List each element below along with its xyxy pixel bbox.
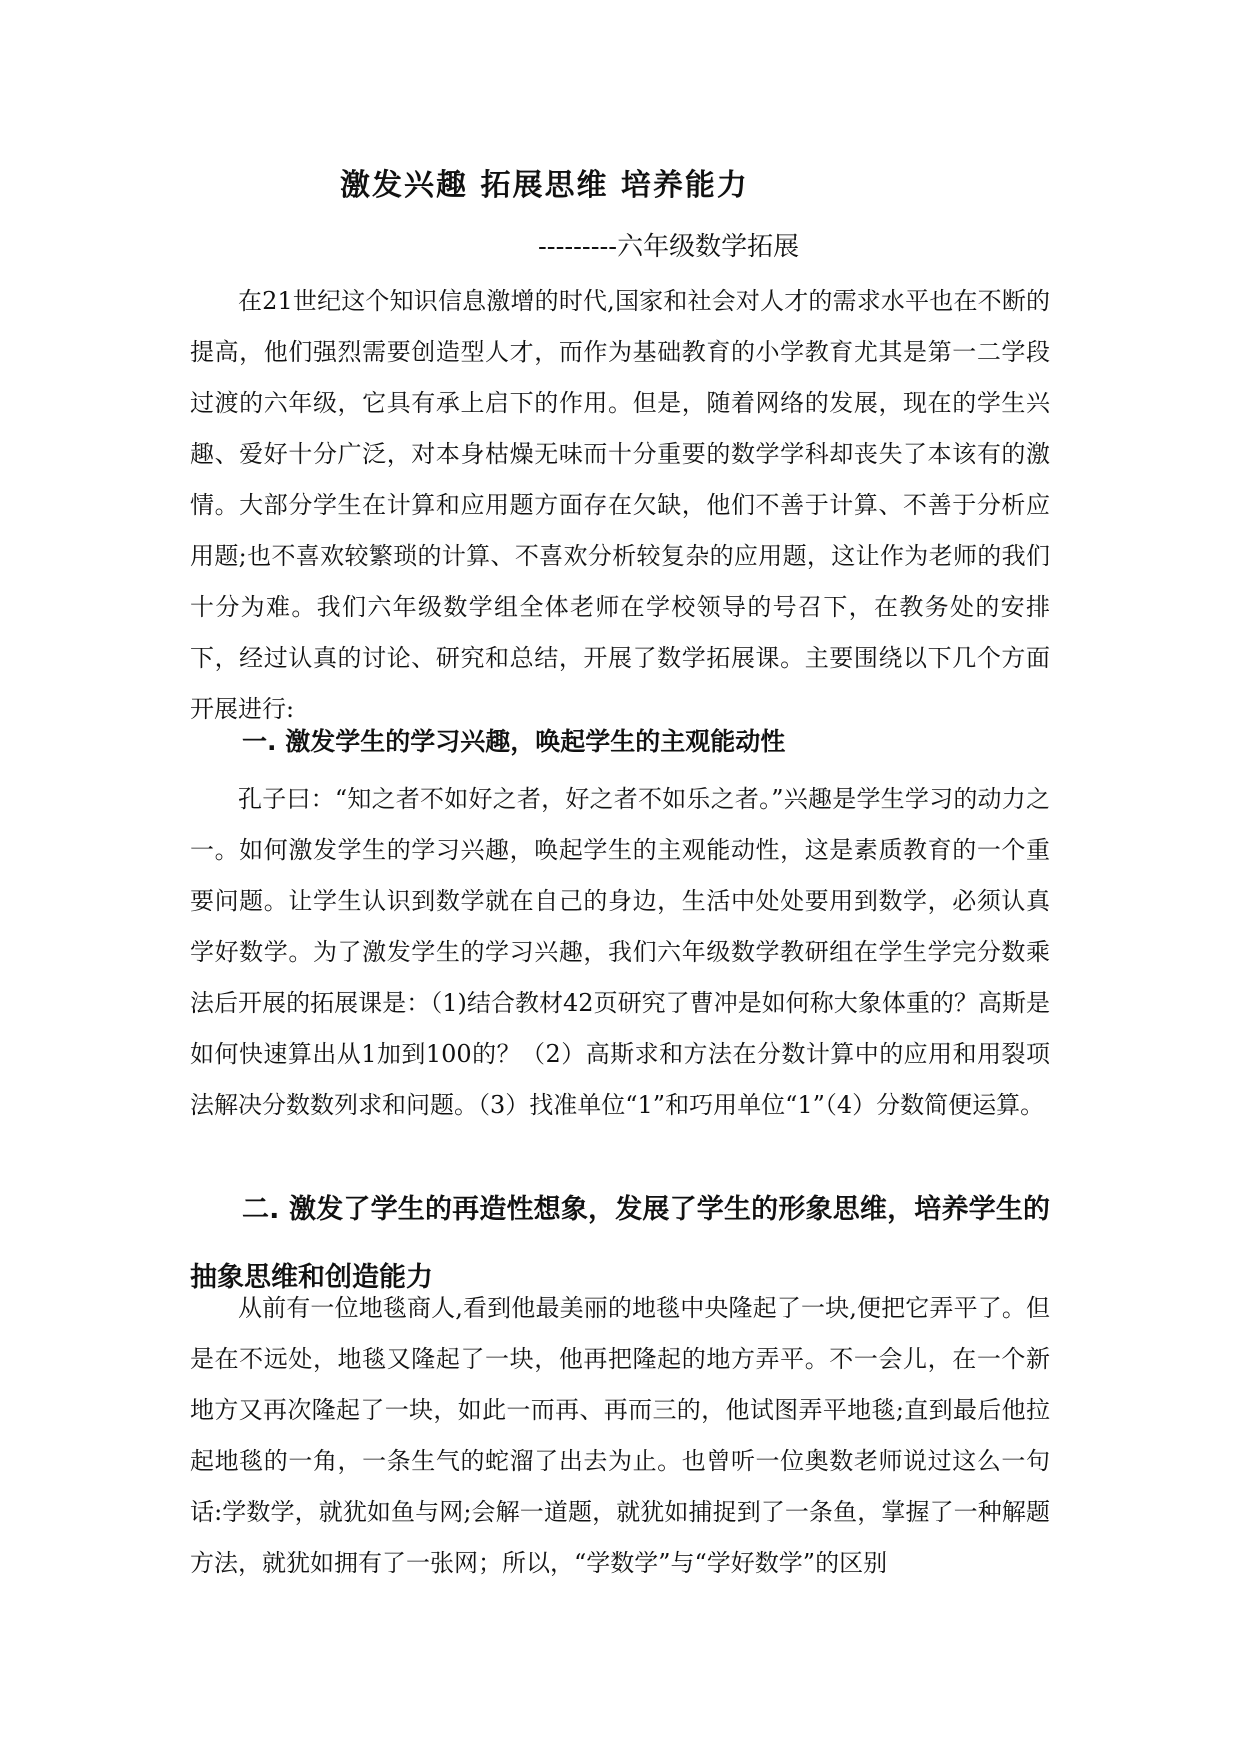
document-subtitle: ---------六年级数学拓展	[538, 232, 800, 262]
document-title: 激发兴趣 拓展思维 培养能力	[340, 168, 749, 203]
intro-paragraph: 在21世纪这个知识信息激增的时代,国家和社会对人才的需求水平也在不断的提高，他们强烈需要创造型人才，而作为基础教育的小学教育尤其是第一二学段过渡的六年级，它具有承上启下的作用。但是，随着网络的发展，现在的学生兴趣、爱好十分广泛，对本身枯燥无味而十分重要的数学学科却丧失了本该有的激情。大部分学生在计算和应用题方面存在欠缺，他们不善于计算、不善于分析应用题;也不喜欢较繁琐的计算、不喜欢分析较复杂的应用题，这让作为老师的我们十分为难。我们六年级数学组全体老师在学校领导的号召下，在教务处的安排下，经过认真的讨论、研究和总结，开展了数学拓展课。主要围绕以下几个方面开展进行:	[190, 287, 1050, 723]
section-2-paragraph: 从前有一位地毯商人,看到他最美丽的地毯中央隆起了一块,便把它弄平了。但是在不远处，地毯又隆起了一块，他再把隆起的地方弄平。不一会儿，在一个新地方又再次隆起了一块，如此一而再、再而三的，他试图弄平地毯;直到最后他拉起地毯的一角，一条生气的蛇溜了出去为止。也曾听一位奥数老师说过这么一句话:学数学，就犹如鱼与网;会解一道题，就犹如捕捉到了一条鱼，掌握了一种解题方法，就犹如拥有了一张网；所以，“学数学”与“学好数学”的区别	[190, 1294, 1050, 1577]
section-2-heading: 二. 激发了学生的再造性想象，发展了学生的形象思维，培养学生的抽象思维和创造能力	[190, 1194, 1050, 1293]
section-1-paragraph: 孔子曰：“知之者不如好之者，好之者不如乐之者。”兴趣是学生学习的动力之一。如何激发学生的学习兴趣，唤起学生的主观能动性，这是素质教育的一个重要问题。让学生认识到数学就在自己的身边，生活中处处要用到数学，必须认真学好数学。为了激发学生的学习兴趣，我们六年级数学教研组在学生学完分数乘法后开展的拓展课是：（1)结合教材42页研究了曹冲是如何称大象体重的？高斯是如何快速算出从1加到100的？（2）高斯求和方法在分数计算中的应用和用裂项法解决分数数列求和问题。（3）找准单位“1”和巧用单位“1”（4）分数简便运算。	[190, 785, 1050, 1119]
section-1-heading: 一. 激发学生的学习兴趣，唤起学生的主观能动性	[242, 727, 786, 756]
